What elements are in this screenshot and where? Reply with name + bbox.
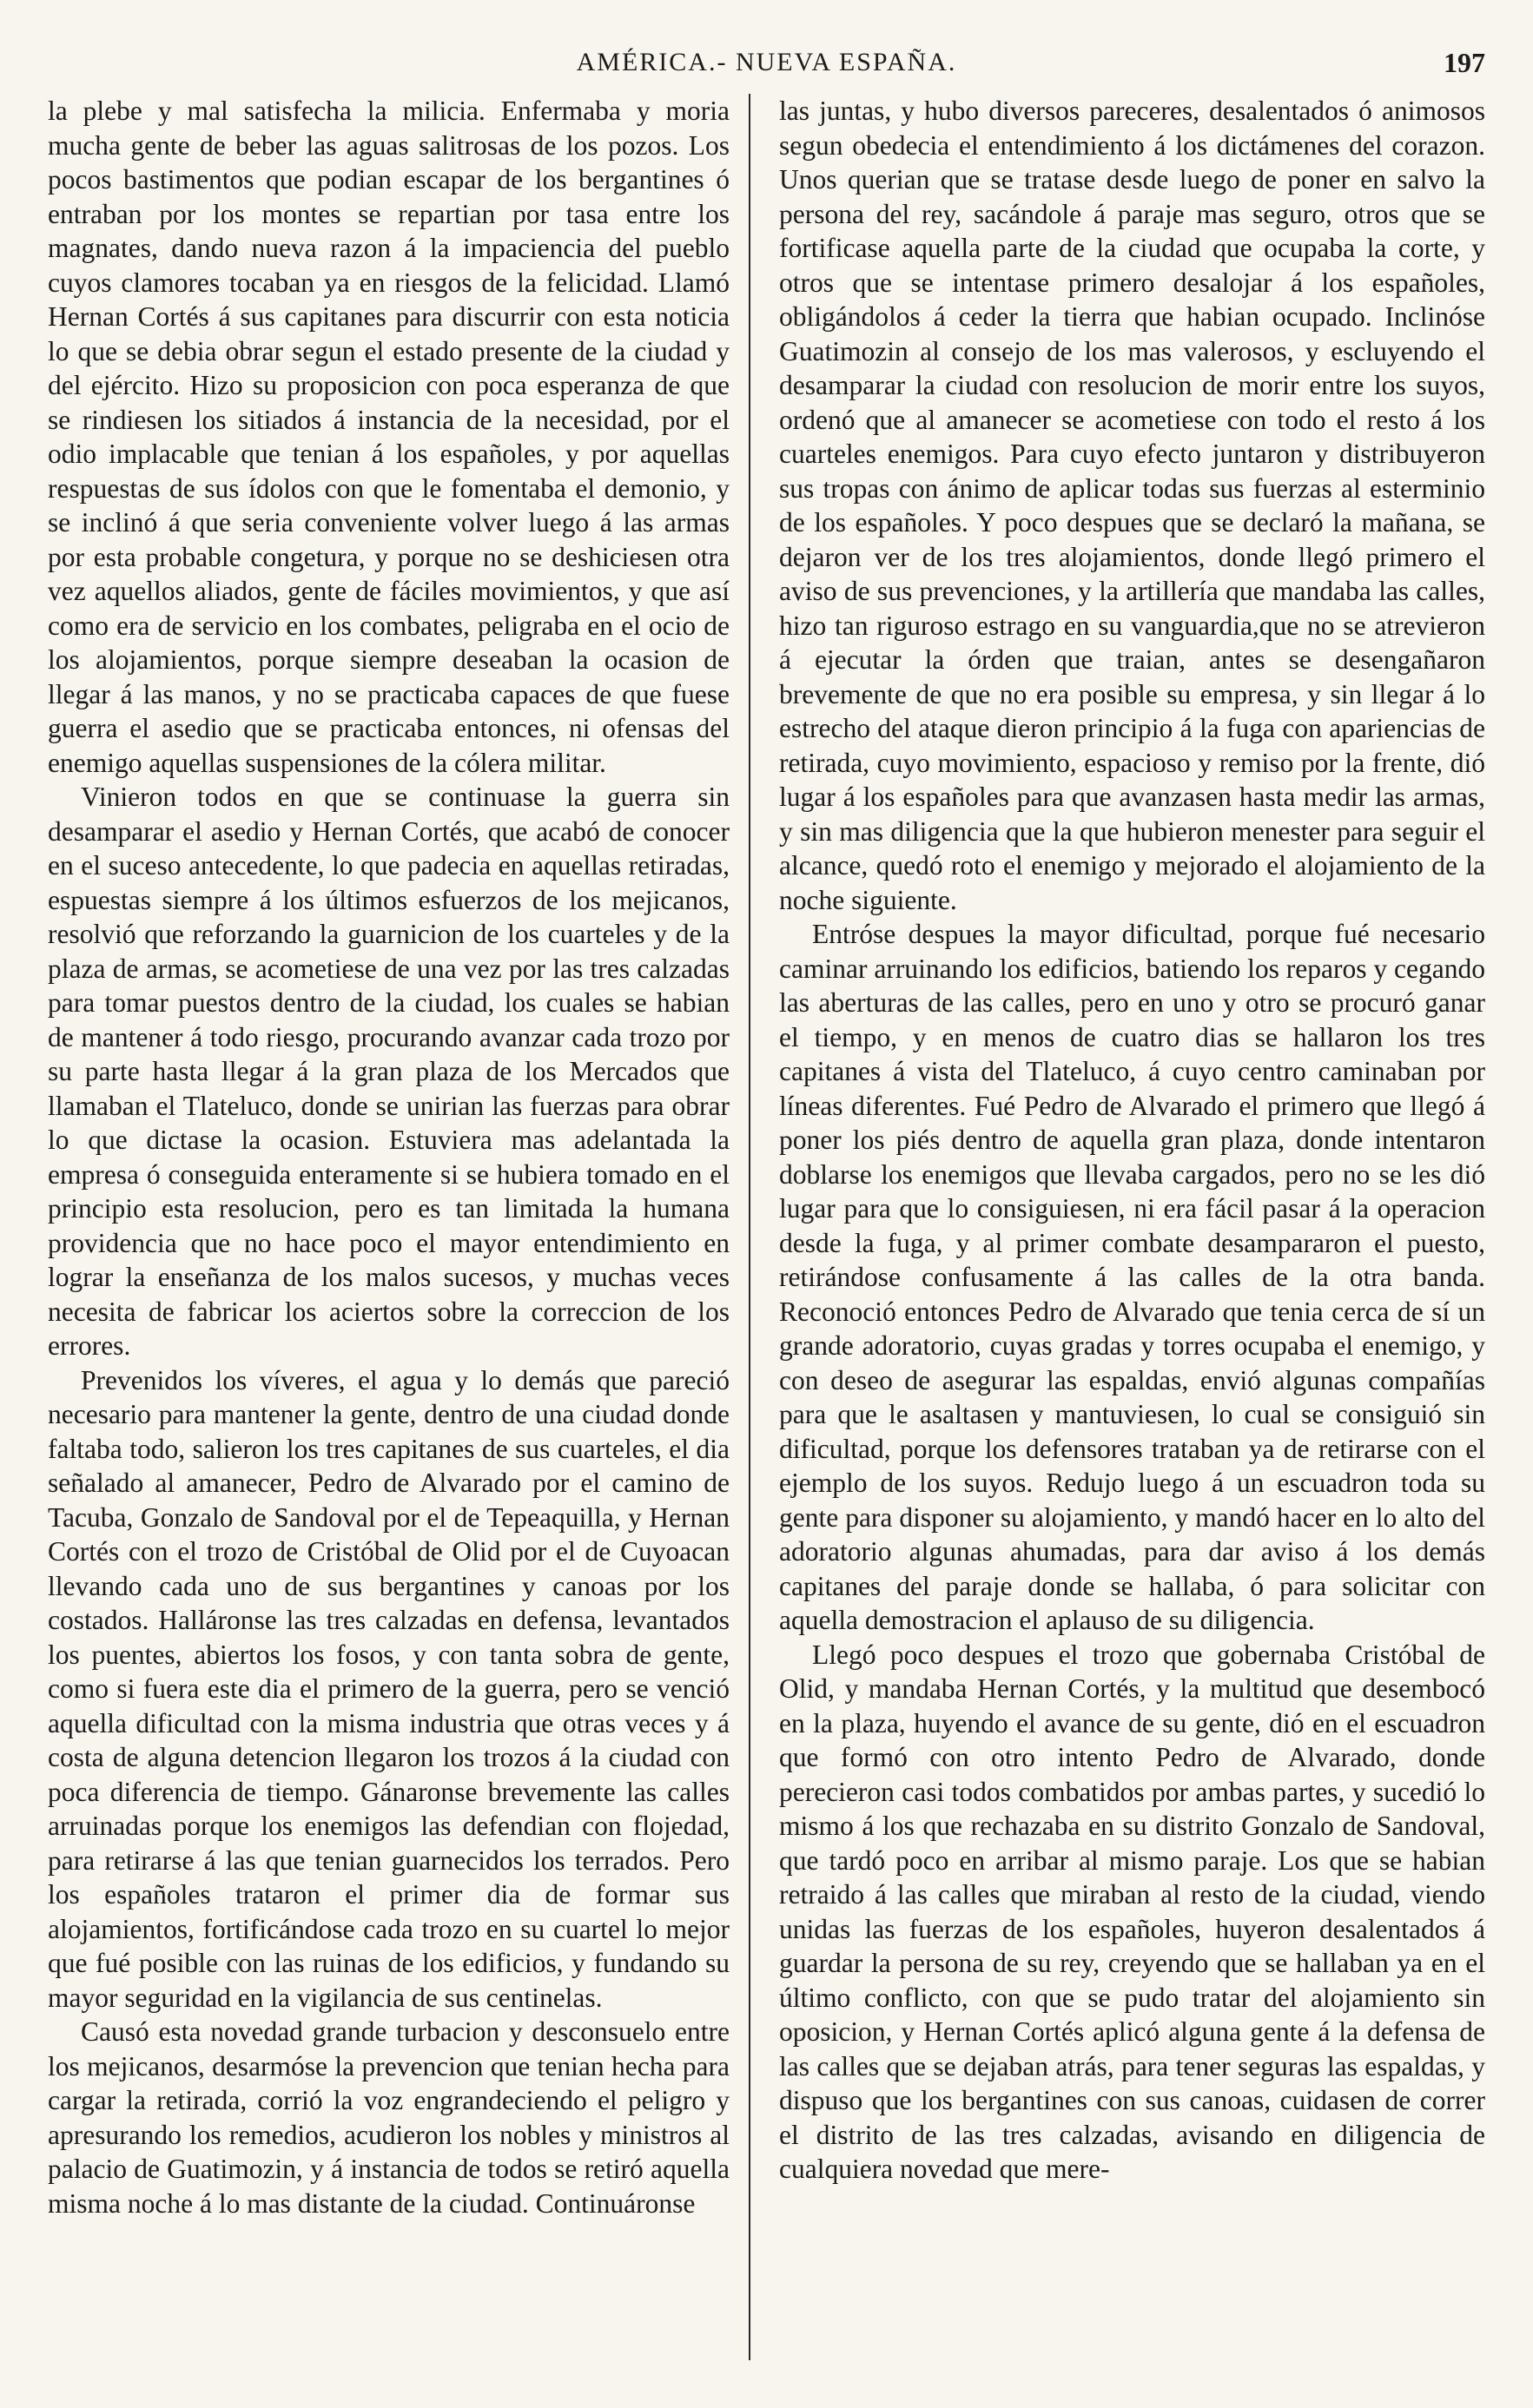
paragraph: Causó esta novedad grande turbacion y desconsuelo entre los mejicanos, desarmóse la prevencion que tenian hecha para cargar la retirada, corrió la voz engrandeciendo el peligro y apresurando los remedios, acudieron los nobles y ministros al palacio de Guatimozin, y á instancia de todos se retiró aquella misma noche á lo mas distante de la ciudad. Continuáronse bbox=[48, 2016, 730, 2219]
running-head: AMÉRICA.- NUEVA ESPAÑA. bbox=[576, 48, 957, 76]
paragraph: Entróse despues la mayor dificultad, porque fué necesario caminar arruinando los edificios, batiendo los reparos y cegando las aberturas de las calles, pero en uno y otro se procuró ganar el tiempo, y en menos de cuatro dias se hallaron los tres capitanes á vista del Tlateluco, á cuyo centro caminaban por líneas diferentes. Fué Pedro de Alvarado el primero que llegó á poner los piés dentro de aquella gran plaza, donde intentaron doblarse los enemigos que llevaba cargados, pero no se les dió lugar para que lo consiguiesen, ni era fácil pasar á la operacion desde la fuga, y al primer combate desampararon el puesto, retirándose confusamente á las calles de la otra banda. Reconoció entonces Pedro de Alvarado que tenia cerca de sí un grande adoratorio, cuyas gradas y torres ocupaba el enemigo, y con deseo de asegurar las espaldas, envió algunas compañías para que le asaltasen y mantuviesen, lo cual se consiguió sin dificultad, porque los defensores trataban ya de retirarse con el ejemplo de los suyos. Redujo luego á un escuadron toda su gente para disponer su alojamiento, y mandó hacer en lo alto del adoratorio algunas ahumadas, para dar aviso á los demás capitanes del paraje donde se hallaba, ó para solicitar con aquella demostracion el aplauso de su diligencia. bbox=[779, 919, 1485, 1635]
paragraph: la plebe y mal satisfecha la milicia. Enfermaba y moria mucha gente de beber las aguas salitrosas de los pozos. Los pocos bastimentos que podian escapar de los bergantines ó entraban por los montes se repartian por tasa entre los magnates, dando nueva razon á la impaciencia del pueblo cuyos clamores tocaban ya en riesgos de la felicidad. Llamó Hernan Cortés á sus capitanes para discurrir con esta noticia lo que se debia obrar segun el estado presente de la ciudad y del ejército. Hizo su proposicion con poca esperanza de que se rindiesen los sitiados á instancia de la necesidad, por el odio implacable que tenian á los españoles, y por aquellas respuestas de sus ídolos con que le fomentaba el demonio, y se inclinó á que seria conveniente volver luego á las armas por esta probable congetura, y porque no se deshiciesen otra vez aquellos aliados, gente de fáciles movimientos, y que así como era de servicio en los combates, peligraba en el ocio de los alojamientos, porque siempre deseaban la ocasion de llegar á las manos, y no se practicaba capaces de que fuese guerra el asedio que se practicaba entonces, ni ofensas del enemigo aquellas suspensiones de la cólera militar. bbox=[48, 96, 730, 778]
text-columns bbox=[48, 94, 1485, 2369]
left-column bbox=[48, 94, 730, 2369]
page-number: 197 bbox=[1444, 47, 1485, 78]
page-header bbox=[48, 45, 1485, 80]
paragraph: las juntas, y hubo diversos pareceres, desalentados ó animosos segun obedecia el entendimiento á los dictámenes del corazon. Unos querian que se tratase desde luego de poner en salvo la persona del rey, sacándole á paraje mas seguro, otros que se fortificase aquella parte de la ciudad que ocupaba la corte, y otros que se intentase primero desalojar á los españoles, obligándolos á ceder la tierra que habian ocupado. Inclinóse Guatimozin al consejo de los mas valerosos, y escluyendo el desamparar la ciudad con resolucion de morir entre los suyos, ordenó que al amanecer se acometiese con todo el resto á los cuarteles enemigos. Para cuyo efecto juntaron y distribuyeron sus tropas con ánimo de aplicar todas sus fuerzas al esterminio de los españoles. Y poco despues que se declaró la mañana, se dejaron ver de los tres alojamientos, donde llegó primero el aviso de sus prevenciones, y la artillería que mandaba las calles, hizo tan riguroso estrago en su vanguardia,que no se atrevieron á ejecutar la órden que traian, antes se desengañaron brevemente de que no era posible su empresa, y sin llegar á lo estrecho del ataque dieron principio á la fuga con apariencias de retirada, cuyo movimiento, espacioso y remiso por la frente, dió lugar á los españoles para que avanzasen hasta medir las armas, y sin mas diligencia que la que hubieron menester para seguir el alcance, quedó roto el enemigo y mejorado el alojamiento de la noche siguiente. bbox=[779, 96, 1485, 915]
paragraph: Prevenidos los víveres, el agua y lo demás que pareció necesario para mantener la gente, dentro de una ciudad donde faltaba todo, salieron los tres capitanes de sus cuarteles, el dia señalado al amanecer, Pedro de Alvarado por el camino de Tacuba, Gonzalo de Sandoval por el de Tepeaquilla, y Hernan Cortés con el trozo de Cristóbal de Olid por el de Cuyoacan llevando cada uno de sus bergantines y canoas por los costados. Halláronse las tres calzadas en defensa, levantados los puentes, abiertos los fosos, y con tanta sobra de gente, como si fuera este dia el primero de la guerra, pero se venció aquella dificultad con la misma industria que otras veces y á costa de alguna detencion llegaron los trozos á la ciudad con poca diferencia de tiempo. Gánaronse brevemente las calles arruinadas porque los enemigos las defendian con flojedad, para retirarse á las que tenian guarnecidos los terrados. Pero los españoles trataron el primer dia de formar sus alojamientos, fortificándose cada trozo en su cuartel lo mejor que fué posible con las ruinas de los edificios, y fundando su mayor seguridad en la vigilancia de sus centinelas. bbox=[48, 1364, 730, 2013]
paragraph: Llegó poco despues el trozo que gobernaba Cristóbal de Olid, y mandaba Hernan Cortés, y la multitud que desembocó en la plaza, huyendo el avance de su gente, dió en el escuadron que formó con otro intento Pedro de Alvarado, donde perecieron casi todos combatidos por ambas partes, y sucedió lo mismo á los que rechazaba en su distrito Gonzalo de Sandoval, que tardó poco en arribar al mismo paraje. Los que se habian retraido á las calles que miraban al resto de la ciudad, viendo unidas las fuerzas de los españoles, huyeron desalentados á guardar la persona de su rey, creyendo que se hallaban ya en el último conflicto, con que se pudo tratar del alojamiento sin oposicion, y Hernan Cortés aplicó alguna gente á la defensa de las calles que se dejaban atrás, para tener seguras las espaldas, y dispuso que los bergantines con sus canoas, cuidasen de correr el distrito de las tres calzadas, avisando en diligencia de cualquiera novedad que mere- bbox=[779, 1639, 1485, 2184]
right-column bbox=[779, 94, 1485, 2369]
paragraph: Vinieron todos en que se continuase la guerra sin desamparar el asedio y Hernan Cortés, que acabó de conocer en el suceso antecedente, lo que padecia en aquellas retiradas, espuestas siempre á los últimos esfuerzos de los mejicanos, resolvió que reforzando la guarnicion de los cuarteles y de la plaza de armas, se acometiese de una vez por las tres calzadas para tomar puestos dentro de la ciudad, los cuales se habian de mantener á todo riesgo, procurando avanzar cada trozo por su parte hasta llegar á la gran plaza de los Mercados que llamaban el Tlateluco, donde se unirian las fuerzas para obrar lo que dictase la ocasion. Estuviera mas adelantada la empresa ó conseguida enteramente si se hubiera tomado en el principio esta resolucion, pero es tan limitada la humana providencia que no hace poco el mayor entendimiento en lograr la enseñanza de los malos sucesos, y muchas veces necesita de fabricar los aciertos sobre la correccion de los errores. bbox=[48, 782, 730, 1361]
column-divider bbox=[749, 94, 750, 2360]
